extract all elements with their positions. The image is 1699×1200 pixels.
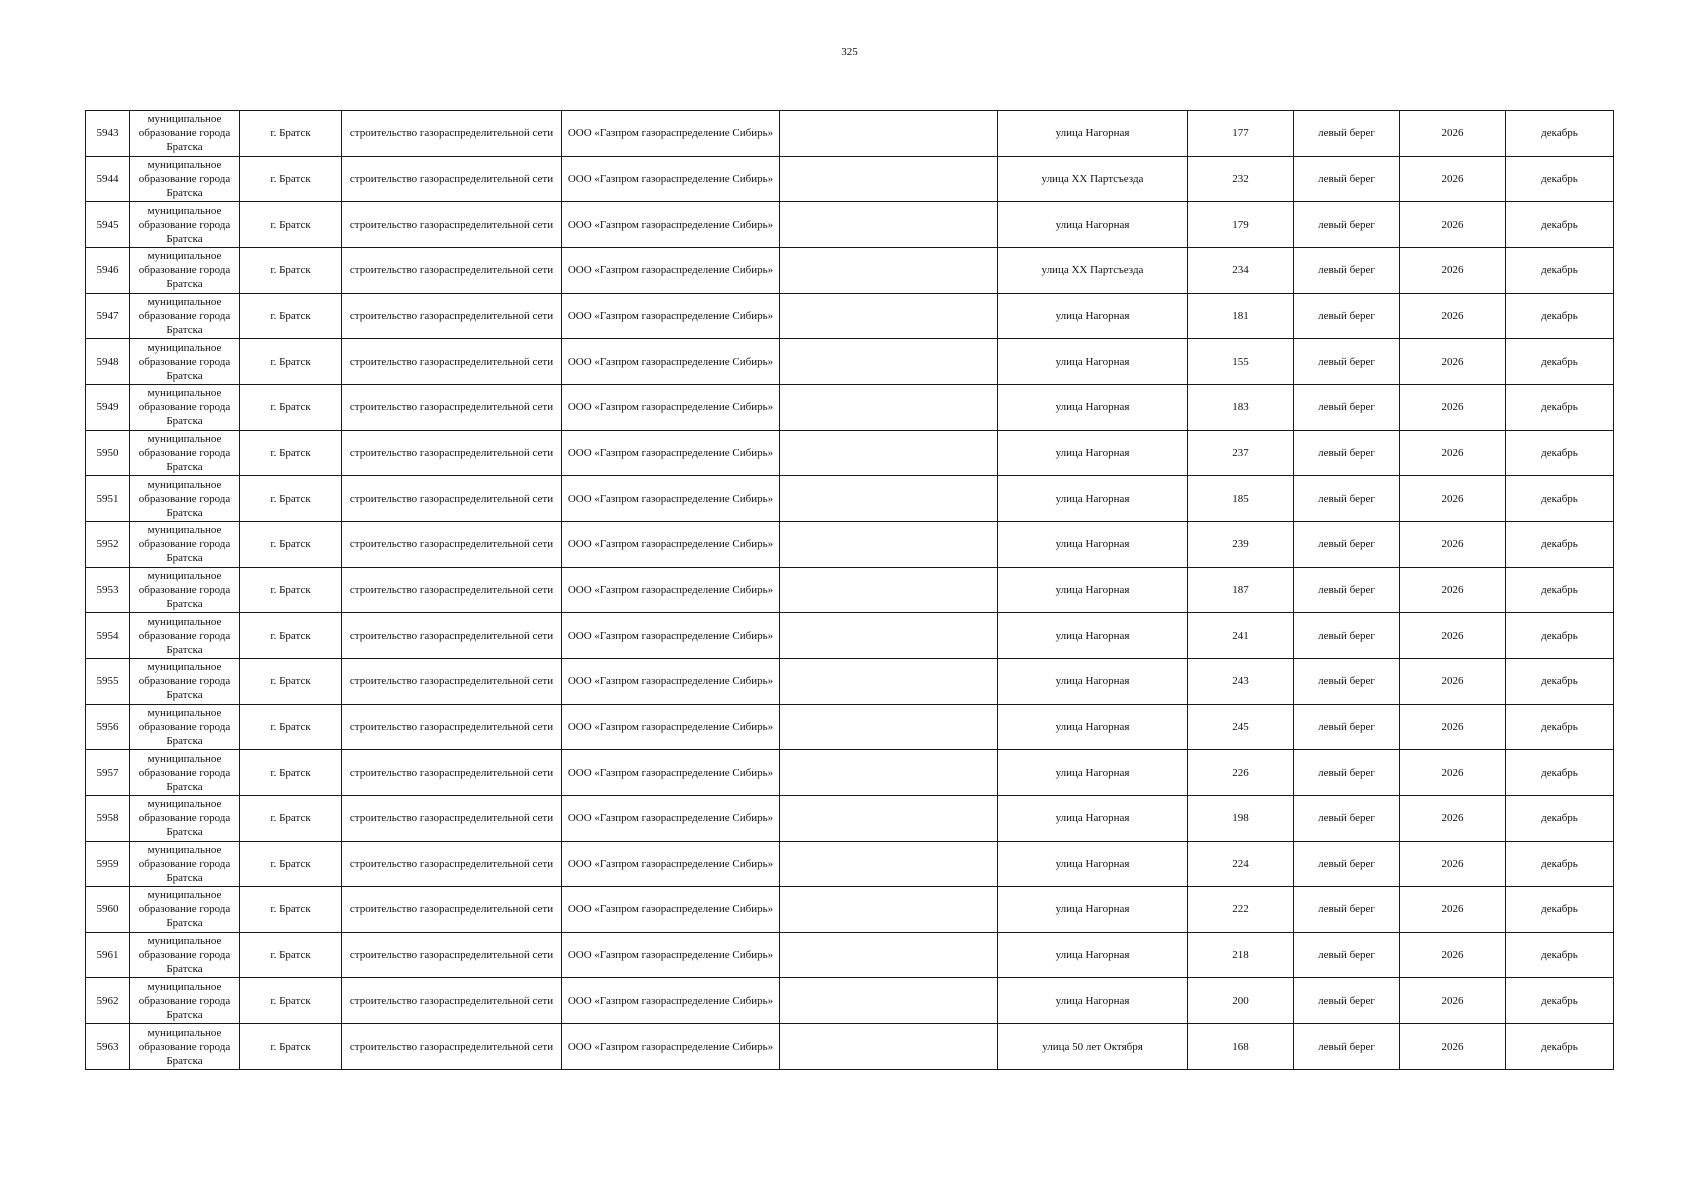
river-bank-cell: левый берег (1294, 476, 1400, 522)
city-cell: г. Братск (240, 111, 342, 157)
street-cell: улица Нагорная (998, 430, 1188, 476)
municipal-entity-cell: муниципальное образование города Братска (130, 111, 240, 157)
house-number-cell: 241 (1188, 613, 1294, 659)
work-type-cell: строительство газораспределительной сети (342, 932, 562, 978)
house-number-cell: 239 (1188, 521, 1294, 567)
row-number-cell: 5943 (86, 111, 130, 157)
house-number-cell: 232 (1188, 156, 1294, 202)
row-number-cell: 5954 (86, 613, 130, 659)
month-cell: декабрь (1506, 247, 1614, 293)
work-type-cell: строительство газораспределительной сети (342, 1024, 562, 1070)
street-cell: улица Нагорная (998, 111, 1188, 157)
year-cell: 2026 (1400, 613, 1506, 659)
municipal-entity-cell: муниципальное образование города Братска (130, 293, 240, 339)
work-type-cell: строительство газораспределительной сети (342, 202, 562, 248)
organization-cell: ООО «Газпром газораспределение Сибирь» (562, 430, 780, 476)
river-bank-cell: левый берег (1294, 430, 1400, 476)
row-number-cell: 5952 (86, 521, 130, 567)
empty-cell-cell (780, 430, 998, 476)
street-cell: улица Нагорная (998, 476, 1188, 522)
year-cell: 2026 (1400, 202, 1506, 248)
organization-cell: ООО «Газпром газораспределение Сибирь» (562, 978, 780, 1024)
year-cell: 2026 (1400, 658, 1506, 704)
municipal-entity-cell: муниципальное образование города Братска (130, 247, 240, 293)
row-number-cell: 5955 (86, 658, 130, 704)
house-number-cell: 198 (1188, 795, 1294, 841)
street-cell: улица XX Партсъезда (998, 156, 1188, 202)
table-row (86, 704, 1614, 750)
year-cell: 2026 (1400, 841, 1506, 887)
month-cell: декабрь (1506, 795, 1614, 841)
work-type-cell: строительство газораспределительной сети (342, 156, 562, 202)
street-cell: улица Нагорная (998, 841, 1188, 887)
empty-cell-cell (780, 111, 998, 157)
city-cell: г. Братск (240, 521, 342, 567)
street-cell: улица Нагорная (998, 750, 1188, 796)
row-number-cell: 5958 (86, 795, 130, 841)
month-cell: декабрь (1506, 339, 1614, 385)
empty-cell-cell (780, 202, 998, 248)
city-cell: г. Братск (240, 247, 342, 293)
river-bank-cell: левый берег (1294, 613, 1400, 659)
month-cell: декабрь (1506, 613, 1614, 659)
work-type-cell: строительство газораспределительной сети (342, 795, 562, 841)
table-row (86, 978, 1614, 1024)
municipal-entity-cell: муниципальное образование города Братска (130, 887, 240, 933)
empty-cell-cell (780, 156, 998, 202)
registry-table (85, 110, 1614, 1070)
empty-cell-cell (780, 841, 998, 887)
municipal-entity-cell: муниципальное образование города Братска (130, 978, 240, 1024)
month-cell: декабрь (1506, 704, 1614, 750)
organization-cell: ООО «Газпром газораспределение Сибирь» (562, 202, 780, 248)
street-cell: улица Нагорная (998, 887, 1188, 933)
municipal-entity-cell: муниципальное образование города Братска (130, 476, 240, 522)
organization-cell: ООО «Газпром газораспределение Сибирь» (562, 247, 780, 293)
work-type-cell: строительство газораспределительной сети (342, 384, 562, 430)
city-cell: г. Братск (240, 293, 342, 339)
work-type-cell: строительство газораспределительной сети (342, 430, 562, 476)
municipal-entity-cell: муниципальное образование города Братска (130, 521, 240, 567)
row-number-cell: 5959 (86, 841, 130, 887)
table-row (86, 750, 1614, 796)
city-cell: г. Братск (240, 339, 342, 385)
month-cell: декабрь (1506, 887, 1614, 933)
organization-cell: ООО «Газпром газораспределение Сибирь» (562, 111, 780, 157)
organization-cell: ООО «Газпром газораспределение Сибирь» (562, 339, 780, 385)
street-cell: улица Нагорная (998, 384, 1188, 430)
year-cell: 2026 (1400, 156, 1506, 202)
year-cell: 2026 (1400, 521, 1506, 567)
river-bank-cell: левый берег (1294, 658, 1400, 704)
table-row (86, 293, 1614, 339)
house-number-cell: 224 (1188, 841, 1294, 887)
street-cell: улица Нагорная (998, 704, 1188, 750)
municipal-entity-cell: муниципальное образование города Братска (130, 202, 240, 248)
work-type-cell: строительство газораспределительной сети (342, 247, 562, 293)
street-cell: улица XX Партсъезда (998, 247, 1188, 293)
row-number-cell: 5956 (86, 704, 130, 750)
work-type-cell: строительство газораспределительной сети (342, 339, 562, 385)
year-cell: 2026 (1400, 978, 1506, 1024)
row-number-cell: 5948 (86, 339, 130, 385)
organization-cell: ООО «Газпром газораспределение Сибирь» (562, 521, 780, 567)
river-bank-cell: левый берег (1294, 521, 1400, 567)
table-row (86, 156, 1614, 202)
month-cell: декабрь (1506, 932, 1614, 978)
month-cell: декабрь (1506, 156, 1614, 202)
month-cell: декабрь (1506, 567, 1614, 613)
row-number-cell: 5957 (86, 750, 130, 796)
row-number-cell: 5961 (86, 932, 130, 978)
street-cell: улица Нагорная (998, 932, 1188, 978)
year-cell: 2026 (1400, 567, 1506, 613)
empty-cell-cell (780, 795, 998, 841)
municipal-entity-cell: муниципальное образование города Братска (130, 841, 240, 887)
month-cell: декабрь (1506, 476, 1614, 522)
table-row (86, 384, 1614, 430)
city-cell: г. Братск (240, 202, 342, 248)
row-number-cell: 5953 (86, 567, 130, 613)
house-number-cell: 179 (1188, 202, 1294, 248)
river-bank-cell: левый берег (1294, 841, 1400, 887)
street-cell: улица Нагорная (998, 567, 1188, 613)
street-cell: улица Нагорная (998, 521, 1188, 567)
work-type-cell: строительство газораспределительной сети (342, 521, 562, 567)
river-bank-cell: левый берег (1294, 795, 1400, 841)
house-number-cell: 234 (1188, 247, 1294, 293)
row-number-cell: 5963 (86, 1024, 130, 1070)
organization-cell: ООО «Газпром газораспределение Сибирь» (562, 156, 780, 202)
month-cell: декабрь (1506, 978, 1614, 1024)
river-bank-cell: левый берег (1294, 384, 1400, 430)
river-bank-cell: левый берег (1294, 293, 1400, 339)
city-cell: г. Братск (240, 1024, 342, 1070)
street-cell: улица Нагорная (998, 202, 1188, 248)
house-number-cell: 222 (1188, 887, 1294, 933)
river-bank-cell: левый берег (1294, 247, 1400, 293)
river-bank-cell: левый берег (1294, 156, 1400, 202)
table-row (86, 430, 1614, 476)
river-bank-cell: левый берег (1294, 932, 1400, 978)
municipal-entity-cell: муниципальное образование города Братска (130, 795, 240, 841)
empty-cell-cell (780, 476, 998, 522)
house-number-cell: 177 (1188, 111, 1294, 157)
house-number-cell: 237 (1188, 430, 1294, 476)
table-row (86, 247, 1614, 293)
organization-cell: ООО «Газпром газораспределение Сибирь» (562, 841, 780, 887)
organization-cell: ООО «Газпром газораспределение Сибирь» (562, 658, 780, 704)
street-cell: улица Нагорная (998, 795, 1188, 841)
city-cell: г. Братск (240, 750, 342, 796)
work-type-cell: строительство газораспределительной сети (342, 613, 562, 659)
city-cell: г. Братск (240, 841, 342, 887)
row-number-cell: 5962 (86, 978, 130, 1024)
empty-cell-cell (780, 567, 998, 613)
empty-cell-cell (780, 384, 998, 430)
work-type-cell: строительство газораспределительной сети (342, 567, 562, 613)
organization-cell: ООО «Газпром газораспределение Сибирь» (562, 750, 780, 796)
year-cell: 2026 (1400, 1024, 1506, 1070)
month-cell: декабрь (1506, 202, 1614, 248)
house-number-cell: 185 (1188, 476, 1294, 522)
work-type-cell: строительство газораспределительной сети (342, 704, 562, 750)
municipal-entity-cell: муниципальное образование города Братска (130, 613, 240, 659)
house-number-cell: 187 (1188, 567, 1294, 613)
street-cell: улица 50 лет Октября (998, 1024, 1188, 1070)
empty-cell-cell (780, 887, 998, 933)
city-cell: г. Братск (240, 658, 342, 704)
house-number-cell: 218 (1188, 932, 1294, 978)
empty-cell-cell (780, 293, 998, 339)
organization-cell: ООО «Газпром газораспределение Сибирь» (562, 1024, 780, 1070)
organization-cell: ООО «Газпром газораспределение Сибирь» (562, 476, 780, 522)
year-cell: 2026 (1400, 795, 1506, 841)
month-cell: декабрь (1506, 430, 1614, 476)
city-cell: г. Братск (240, 613, 342, 659)
city-cell: г. Братск (240, 887, 342, 933)
table-row (86, 932, 1614, 978)
empty-cell-cell (780, 978, 998, 1024)
house-number-cell: 243 (1188, 658, 1294, 704)
municipal-entity-cell: муниципальное образование города Братска (130, 1024, 240, 1070)
house-number-cell: 245 (1188, 704, 1294, 750)
year-cell: 2026 (1400, 293, 1506, 339)
row-number-cell: 5944 (86, 156, 130, 202)
river-bank-cell: левый берег (1294, 339, 1400, 385)
empty-cell-cell (780, 247, 998, 293)
municipal-entity-cell: муниципальное образование города Братска (130, 339, 240, 385)
year-cell: 2026 (1400, 476, 1506, 522)
river-bank-cell: левый берег (1294, 750, 1400, 796)
municipal-entity-cell: муниципальное образование города Братска (130, 567, 240, 613)
street-cell: улица Нагорная (998, 658, 1188, 704)
river-bank-cell: левый берег (1294, 111, 1400, 157)
row-number-cell: 5945 (86, 202, 130, 248)
city-cell: г. Братск (240, 978, 342, 1024)
river-bank-cell: левый берег (1294, 202, 1400, 248)
city-cell: г. Братск (240, 156, 342, 202)
year-cell: 2026 (1400, 247, 1506, 293)
organization-cell: ООО «Газпром газораспределение Сибирь» (562, 293, 780, 339)
table-row (86, 658, 1614, 704)
year-cell: 2026 (1400, 111, 1506, 157)
river-bank-cell: левый берег (1294, 567, 1400, 613)
work-type-cell: строительство газораспределительной сети (342, 750, 562, 796)
empty-cell-cell (780, 613, 998, 659)
empty-cell-cell (780, 932, 998, 978)
house-number-cell: 200 (1188, 978, 1294, 1024)
house-number-cell: 155 (1188, 339, 1294, 385)
work-type-cell: строительство газораспределительной сети (342, 978, 562, 1024)
house-number-cell: 181 (1188, 293, 1294, 339)
municipal-entity-cell: муниципальное образование города Братска (130, 156, 240, 202)
year-cell: 2026 (1400, 750, 1506, 796)
river-bank-cell: левый берег (1294, 704, 1400, 750)
table-row (86, 339, 1614, 385)
house-number-cell: 168 (1188, 1024, 1294, 1070)
row-number-cell: 5951 (86, 476, 130, 522)
empty-cell-cell (780, 750, 998, 796)
month-cell: декабрь (1506, 293, 1614, 339)
row-number-cell: 5947 (86, 293, 130, 339)
municipal-entity-cell: муниципальное образование города Братска (130, 704, 240, 750)
work-type-cell: строительство газораспределительной сети (342, 887, 562, 933)
organization-cell: ООО «Газпром газораспределение Сибирь» (562, 704, 780, 750)
work-type-cell: строительство газораспределительной сети (342, 111, 562, 157)
municipal-entity-cell: муниципальное образование города Братска (130, 384, 240, 430)
street-cell: улица Нагорная (998, 978, 1188, 1024)
work-type-cell: строительство газораспределительной сети (342, 476, 562, 522)
row-number-cell: 5949 (86, 384, 130, 430)
city-cell: г. Братск (240, 476, 342, 522)
table-row (86, 795, 1614, 841)
month-cell: декабрь (1506, 658, 1614, 704)
organization-cell: ООО «Газпром газораспределение Сибирь» (562, 384, 780, 430)
work-type-cell: строительство газораспределительной сети (342, 841, 562, 887)
empty-cell-cell (780, 521, 998, 567)
city-cell: г. Братск (240, 932, 342, 978)
row-number-cell: 5950 (86, 430, 130, 476)
house-number-cell: 183 (1188, 384, 1294, 430)
organization-cell: ООО «Газпром газораспределение Сибирь» (562, 567, 780, 613)
empty-cell-cell (780, 1024, 998, 1070)
work-type-cell: строительство газораспределительной сети (342, 658, 562, 704)
municipal-entity-cell: муниципальное образование города Братска (130, 750, 240, 796)
house-number-cell: 226 (1188, 750, 1294, 796)
municipal-entity-cell: муниципальное образование города Братска (130, 658, 240, 704)
table-row (86, 521, 1614, 567)
organization-cell: ООО «Газпром газораспределение Сибирь» (562, 887, 780, 933)
month-cell: декабрь (1506, 521, 1614, 567)
city-cell: г. Братск (240, 384, 342, 430)
empty-cell-cell (780, 339, 998, 385)
year-cell: 2026 (1400, 430, 1506, 476)
organization-cell: ООО «Газпром газораспределение Сибирь» (562, 795, 780, 841)
table-row (86, 202, 1614, 248)
year-cell: 2026 (1400, 384, 1506, 430)
year-cell: 2026 (1400, 932, 1506, 978)
work-type-cell: строительство газораспределительной сети (342, 293, 562, 339)
table-row (86, 1024, 1614, 1070)
street-cell: улица Нагорная (998, 613, 1188, 659)
table-row (86, 567, 1614, 613)
city-cell: г. Братск (240, 704, 342, 750)
table-row (86, 841, 1614, 887)
table-row (86, 887, 1614, 933)
table-row (86, 613, 1614, 659)
page-number: 325 (841, 46, 858, 58)
table-row (86, 476, 1614, 522)
year-cell: 2026 (1400, 339, 1506, 385)
street-cell: улица Нагорная (998, 339, 1188, 385)
city-cell: г. Братск (240, 567, 342, 613)
row-number-cell: 5946 (86, 247, 130, 293)
city-cell: г. Братск (240, 795, 342, 841)
municipal-entity-cell: муниципальное образование города Братска (130, 932, 240, 978)
registry-body (86, 111, 1614, 1070)
empty-cell-cell (780, 704, 998, 750)
month-cell: декабрь (1506, 841, 1614, 887)
empty-cell-cell (780, 658, 998, 704)
municipal-entity-cell: муниципальное образование города Братска (130, 430, 240, 476)
street-cell: улица Нагорная (998, 293, 1188, 339)
year-cell: 2026 (1400, 704, 1506, 750)
month-cell: декабрь (1506, 384, 1614, 430)
organization-cell: ООО «Газпром газораспределение Сибирь» (562, 932, 780, 978)
river-bank-cell: левый берег (1294, 887, 1400, 933)
row-number-cell: 5960 (86, 887, 130, 933)
river-bank-cell: левый берег (1294, 978, 1400, 1024)
month-cell: декабрь (1506, 750, 1614, 796)
organization-cell: ООО «Газпром газораспределение Сибирь» (562, 613, 780, 659)
month-cell: декабрь (1506, 1024, 1614, 1070)
month-cell: декабрь (1506, 111, 1614, 157)
city-cell: г. Братск (240, 430, 342, 476)
river-bank-cell: левый берег (1294, 1024, 1400, 1070)
year-cell: 2026 (1400, 887, 1506, 933)
table-row (86, 111, 1614, 157)
